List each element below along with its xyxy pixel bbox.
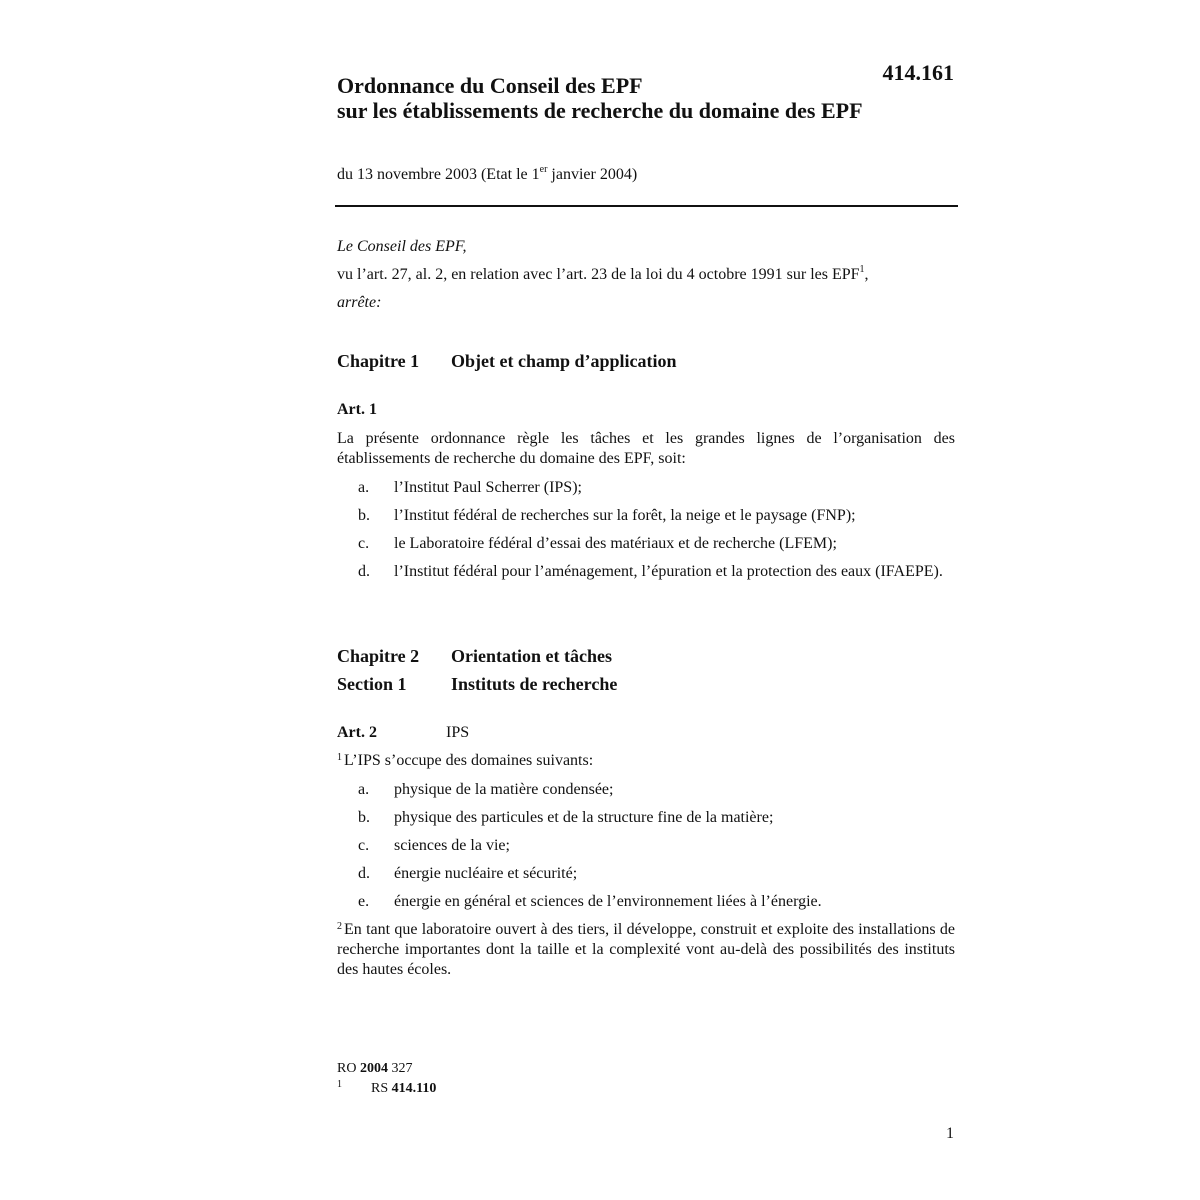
- header-divider: [335, 205, 958, 207]
- section-1-number: Section 1: [337, 674, 407, 694]
- chapter-1-number: Chapitre 1: [337, 351, 420, 371]
- article-1-intro: La présente ordonnance règle les tâches et les grandes lignes de l’organisation des établissements de recherche du domaine des EPF, soit:: [337, 430, 955, 467]
- list-item-letter: b.: [358, 507, 370, 524]
- section-1-title: Instituts de recherche: [451, 674, 618, 694]
- chapter-2-heading: [337, 642, 955, 670]
- article-2-paragraph-1: [337, 751, 955, 771]
- preamble: [337, 237, 955, 321]
- title-line-2: sur les établissements de recherche du domaine des EPF: [337, 98, 863, 123]
- page-number: 1: [946, 1125, 954, 1142]
- article-1-list: [337, 478, 955, 582]
- article-1: [337, 400, 955, 590]
- list-item-text: énergie en général et sciences de l’environnement liées à l’énergie.: [394, 893, 822, 910]
- list-item-text: le Laboratoire fédéral d’essai des matériaux et de recherche (LFEM);: [394, 535, 837, 552]
- article-2-number: Art. 2: [337, 724, 377, 741]
- list-item: [337, 478, 955, 498]
- list-item: [337, 892, 955, 912]
- ro-page: 327: [391, 1061, 413, 1076]
- chapter-2-title: Orientation et tâches: [451, 646, 612, 666]
- list-item: [337, 808, 955, 828]
- date-text-end: janvier 2004): [547, 166, 638, 183]
- paragraph-number: 1: [337, 752, 342, 763]
- list-item-text: l’Institut Paul Scherrer (IPS);: [394, 479, 582, 496]
- list-item: [337, 780, 955, 800]
- list-item-text: physique des particules et de la structure fine de la matière;: [394, 809, 774, 826]
- footnote-ref-1[interactable]: 1: [859, 264, 865, 275]
- paragraph-text: L’IPS s’occupe des domaines suivants:: [344, 752, 594, 769]
- list-item-letter: c.: [358, 837, 370, 854]
- list-item: [337, 534, 955, 554]
- footnote-1: 1 RS 414.110: [337, 1079, 437, 1096]
- ro-year: 2004: [359, 1061, 388, 1076]
- list-item-letter: e.: [358, 893, 370, 910]
- list-item-letter: d.: [358, 563, 370, 580]
- list-item-letter: c.: [358, 535, 370, 552]
- list-item-text: énergie nucléaire et sécurité;: [394, 865, 578, 882]
- article-2-list: [337, 780, 955, 912]
- list-item: [337, 562, 955, 582]
- article-2-paragraph-2: [337, 920, 955, 980]
- article-2: [337, 723, 955, 980]
- preamble-basis-text: vu l’art. 27, al. 2, en relation avec l’art. 23 de la loi du 4 octobre 1991 sur les EPF: [337, 266, 860, 283]
- list-item: [337, 864, 955, 884]
- list-item: [337, 506, 955, 526]
- list-item-letter: d.: [358, 865, 370, 882]
- chapter-1-title: Objet et champ d’application: [451, 351, 677, 371]
- ro-reference: [337, 1059, 436, 1079]
- date-line: [337, 165, 637, 185]
- article-1-heading: Art. 1: [337, 401, 377, 418]
- date-superscript: er: [539, 164, 548, 175]
- article-2-heading: [337, 723, 955, 743]
- paragraph-text: En tant que laboratoire ouvert à des tiers, il développe, construit et exploite des installations de recherche importantes dont la taille et la complexité vont au-delà des possibilités des instituts des hautes écoles.: [337, 921, 955, 978]
- list-item-letter: b.: [358, 809, 370, 826]
- document-number: 414.161: [882, 60, 954, 85]
- preamble-decree: arrête:: [337, 294, 382, 311]
- document-title: [337, 73, 863, 123]
- list-item-text: l’Institut fédéral de recherches sur la forêt, la neige et le paysage (FNP);: [394, 507, 856, 524]
- paragraph-number: 2: [337, 921, 342, 932]
- chapter-2-number: Chapitre 2: [337, 646, 420, 666]
- list-item: [337, 836, 955, 856]
- preamble-basis: [337, 265, 955, 285]
- title-line-1: Ordonnance du Conseil des EPF: [337, 73, 643, 98]
- preamble-basis-end: ,: [864, 266, 869, 283]
- list-item-text: sciences de la vie;: [394, 837, 510, 854]
- footnote-reference: 414.110: [391, 1081, 437, 1096]
- article-2-subject: IPS: [445, 724, 470, 741]
- section-1-heading: [337, 670, 955, 698]
- ro-prefix: RO: [337, 1061, 357, 1076]
- preamble-authority: Le Conseil des EPF,: [337, 238, 467, 255]
- list-item-letter: a.: [358, 781, 370, 798]
- list-item-text: physique de la matière condensée;: [394, 781, 614, 798]
- list-item-text: l’Institut fédéral pour l’aménagement, l’épuration et la protection des eaux (IFAEPE).: [394, 563, 943, 580]
- chapter-1-heading: [337, 347, 955, 375]
- footnote-prefix: RS: [371, 1081, 389, 1096]
- footnotes: [337, 1059, 436, 1099]
- date-text: du 13 novembre 2003 (Etat le 1: [337, 166, 540, 183]
- list-item-letter: a.: [358, 479, 370, 496]
